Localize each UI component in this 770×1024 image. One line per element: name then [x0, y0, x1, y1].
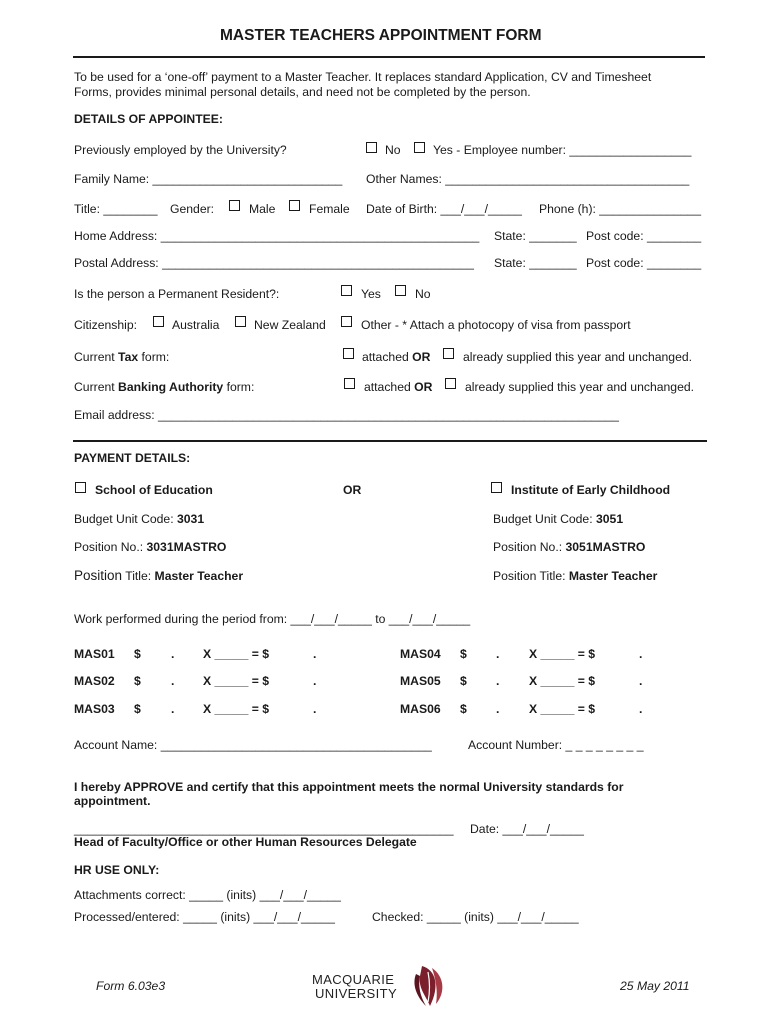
- budget-code-left: Budget Unit Code: 3031: [74, 512, 205, 526]
- position-title-left: Position Title: Master Teacher: [74, 568, 244, 583]
- banking-attached-label: attached OR: [364, 380, 433, 394]
- lighthouse-emblem-icon: [408, 962, 448, 1010]
- dollar-sign: $: [460, 702, 467, 716]
- account-name-field[interactable]: Account Name: ________________________________________: [74, 738, 432, 752]
- tax-already-checkbox[interactable]: [443, 348, 454, 359]
- citizenship-other-checkbox[interactable]: [341, 316, 352, 327]
- banking-attached-checkbox[interactable]: [344, 378, 355, 389]
- mas-code: MAS06: [400, 702, 441, 716]
- decimal-point: .: [639, 674, 643, 688]
- prev-employed-no-checkbox[interactable]: [366, 142, 377, 153]
- logo-text-line-1: MACQUARIE: [312, 972, 395, 987]
- prev-employed-label: Previously employed by the University?: [74, 143, 287, 157]
- tax-already-label: already supplied this year and unchanged.: [463, 350, 693, 364]
- banking-already-label: already supplied this year and unchanged.: [465, 380, 695, 394]
- macquarie-logo: [312, 964, 444, 1010]
- title-divider: [73, 56, 705, 58]
- gender-female-label: Female: [309, 202, 350, 216]
- school-education-checkbox[interactable]: [75, 482, 86, 493]
- institute-label: Institute of Early Childhood: [511, 483, 671, 497]
- position-title-right: Position Title: Master Teacher: [493, 569, 658, 583]
- form-title: MASTER TEACHERS APPOINTMENT FORM: [220, 27, 542, 44]
- multiply-field[interactable]: X _____ = $: [203, 647, 270, 661]
- budget-code-right: Budget Unit Code: 3051: [493, 512, 624, 526]
- processed-entered-field[interactable]: Processed/entered: _____ (inits) ___/___/_____: [74, 910, 335, 924]
- dollar-sign: $: [134, 647, 141, 661]
- dollar-sign: $: [460, 674, 467, 688]
- tax-attached-checkbox[interactable]: [343, 348, 354, 359]
- section-divider: [73, 440, 707, 442]
- decimal-point: .: [496, 702, 500, 716]
- banking-already-checkbox[interactable]: [445, 378, 456, 389]
- school-education-label: School of Education: [95, 483, 213, 497]
- citizenship-nz-checkbox[interactable]: [235, 316, 246, 327]
- account-number-field[interactable]: Account Number: _ _ _ _ _ _ _ _: [468, 738, 644, 752]
- citizenship-australia-label: Australia: [172, 318, 220, 332]
- decimal-point: .: [313, 702, 317, 716]
- tax-attached-label: attached OR: [362, 350, 431, 364]
- prev-employed-yes-checkbox[interactable]: [414, 142, 425, 153]
- mas-code: MAS04: [400, 647, 441, 661]
- decimal-point: .: [639, 702, 643, 716]
- home-address-field[interactable]: Home Address: _______________________________________________: [74, 229, 480, 243]
- tax-form-label: Current Tax form:: [74, 350, 170, 364]
- footer-date: 25 May 2011: [620, 979, 690, 993]
- form-number: Form 6.03e3: [96, 979, 166, 993]
- perm-resident-yes-label: Yes: [361, 287, 381, 301]
- gender-label: Gender:: [170, 202, 215, 216]
- dollar-sign: $: [460, 647, 467, 661]
- home-state-field[interactable]: State: _______: [494, 229, 577, 243]
- phone-field[interactable]: Phone (h): _______________: [539, 202, 701, 216]
- signature-line[interactable]: ________________________________________________________: [74, 822, 454, 836]
- mas-code: MAS02: [74, 674, 115, 688]
- mas-code: MAS05: [400, 674, 441, 688]
- perm-resident-yes-checkbox[interactable]: [341, 285, 352, 296]
- postal-postcode-field[interactable]: Post code: ________: [586, 256, 702, 270]
- citizenship-other-label: Other - * Attach a photocopy of visa from passport: [361, 318, 631, 332]
- decimal-point: .: [171, 647, 175, 661]
- employee-number-field[interactable]: Yes - Employee number: __________________: [433, 143, 692, 157]
- family-name-field[interactable]: Family Name: ____________________________: [74, 172, 343, 186]
- prev-employed-no-label: No: [385, 143, 401, 157]
- gender-male-checkbox[interactable]: [229, 200, 240, 211]
- mas-code: MAS03: [74, 702, 115, 716]
- home-postcode-field[interactable]: Post code: ________: [586, 229, 702, 243]
- multiply-field[interactable]: X _____ = $: [529, 702, 596, 716]
- decimal-point: .: [171, 702, 175, 716]
- mas-code: MAS01: [74, 647, 115, 661]
- citizenship-nz-label: New Zealand: [254, 318, 326, 332]
- postal-state-field[interactable]: State: _______: [494, 256, 577, 270]
- decimal-point: .: [639, 647, 643, 661]
- payment-heading: PAYMENT DETAILS:: [74, 451, 191, 465]
- intro-line-1: To be used for a ‘one-off’ payment to a Master Teacher. It replaces standard Application, CV and Timesheet: [74, 70, 652, 84]
- perm-resident-label: Is the person a Permanent Resident?:: [74, 287, 280, 301]
- multiply-field[interactable]: X _____ = $: [529, 674, 596, 688]
- intro-line-2: Forms, provides minimal personal details, and need not be completed by the person.: [74, 85, 531, 99]
- decimal-point: .: [496, 674, 500, 688]
- decimal-point: .: [171, 674, 175, 688]
- gender-female-checkbox[interactable]: [289, 200, 300, 211]
- dollar-sign: $: [134, 702, 141, 716]
- decimal-point: .: [313, 674, 317, 688]
- logo-text-line-2: UNIVERSITY: [315, 986, 398, 1001]
- multiply-field[interactable]: X _____ = $: [203, 702, 270, 716]
- appointee-heading: DETAILS OF APPOINTEE:: [74, 112, 223, 126]
- date-of-birth-field[interactable]: Date of Birth: ___/___/_____: [366, 202, 522, 216]
- work-period-field[interactable]: Work performed during the period from: ___/___/_____ to ___/___/_____: [74, 612, 471, 626]
- head-of-faculty-label: Head of Faculty/Office or other Human Resources Delegate: [74, 835, 417, 849]
- dollar-sign: $: [134, 674, 141, 688]
- citizenship-label: Citizenship:: [74, 318, 137, 332]
- attachments-correct-field[interactable]: Attachments correct: _____ (inits) ___/___/_____: [74, 888, 341, 902]
- institute-checkbox[interactable]: [491, 482, 502, 493]
- approval-text-line-1: I hereby APPROVE and certify that this appointment meets the normal University standards for: [74, 780, 624, 794]
- email-field[interactable]: Email address: ____________________________________________________________________: [74, 408, 619, 422]
- other-names-field[interactable]: Other Names: ____________________________________: [366, 172, 690, 186]
- multiply-field[interactable]: X _____ = $: [203, 674, 270, 688]
- payment-or-label: OR: [343, 483, 362, 497]
- citizenship-australia-checkbox[interactable]: [153, 316, 164, 327]
- checked-field[interactable]: Checked: _____ (inits) ___/___/_____: [372, 910, 579, 924]
- perm-resident-no-label: No: [415, 287, 431, 301]
- decimal-point: .: [313, 647, 317, 661]
- postal-address-field[interactable]: Postal Address: ______________________________________________: [74, 256, 474, 270]
- banking-form-label: Current Banking Authority form:: [74, 380, 255, 394]
- approval-text-line-2: appointment.: [74, 794, 151, 808]
- hr-heading: HR USE ONLY:: [74, 863, 160, 877]
- decimal-point: .: [496, 647, 500, 661]
- position-no-right: Position No.: 3051MASTRO: [493, 540, 646, 554]
- approval-date-field[interactable]: Date: ___/___/_____: [470, 822, 584, 836]
- perm-resident-no-checkbox[interactable]: [395, 285, 406, 296]
- position-no-left: Position No.: 3031MASTRO: [74, 540, 227, 554]
- title-field[interactable]: Title: ________: [74, 202, 158, 216]
- multiply-field[interactable]: X _____ = $: [529, 647, 596, 661]
- gender-male-label: Male: [249, 202, 276, 216]
